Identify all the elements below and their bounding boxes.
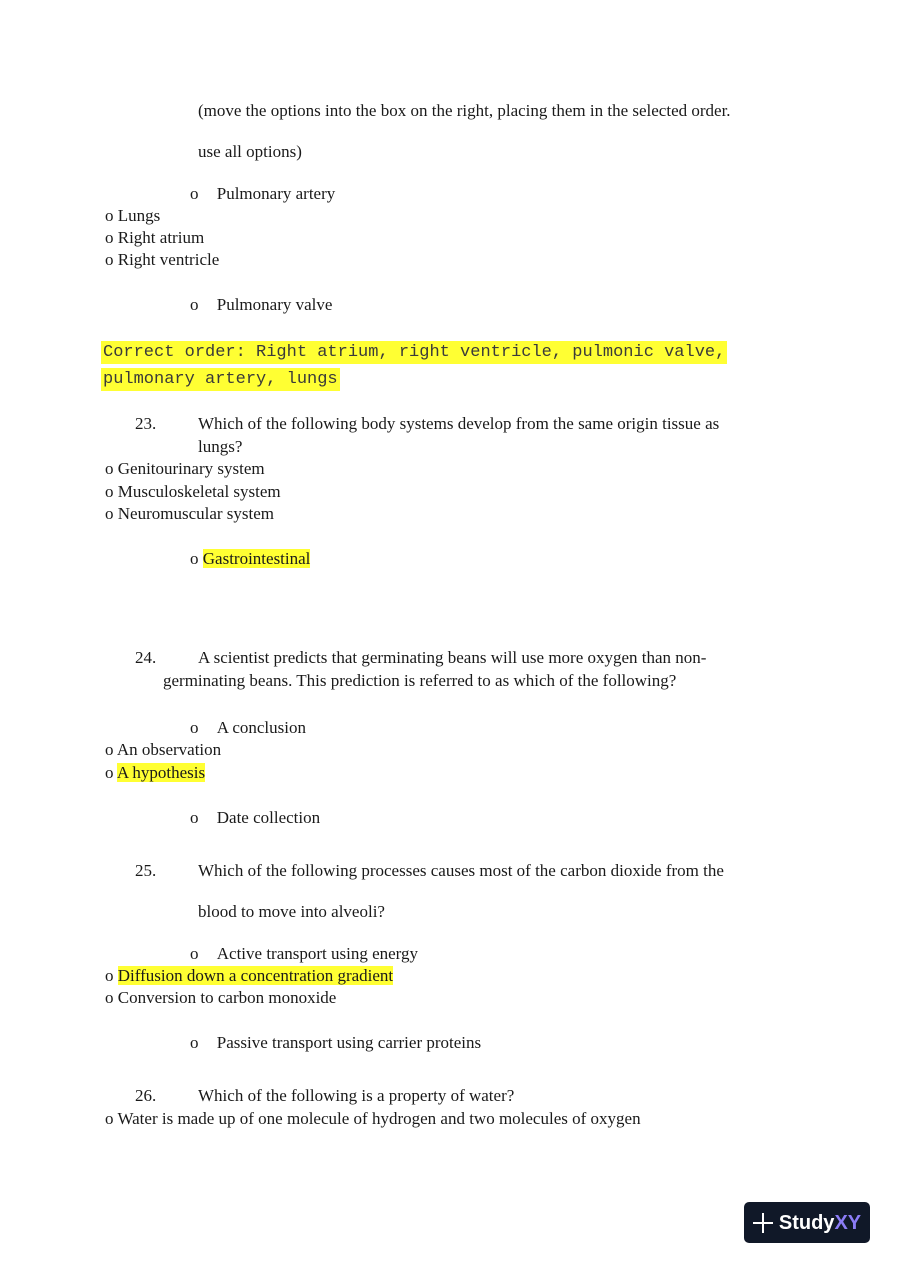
option-bullet: o	[190, 718, 199, 737]
option-text: Pulmonary artery	[216, 184, 336, 203]
option-bullet: o	[190, 944, 199, 963]
brand-name-accent: XY	[834, 1211, 862, 1234]
answer-line-1: Correct order: Right atrium, right ventricle, pulmonic valve,	[103, 343, 726, 362]
question-text-line-2: blood to move into alveoli?	[198, 902, 385, 921]
option-text: Active transport using energy	[216, 944, 419, 963]
question-number: 23.	[135, 414, 157, 433]
option-lungs[interactable]	[105, 205, 160, 227]
question-text-line-2: lungs?	[198, 437, 243, 456]
option-text: Neuromuscular system	[117, 504, 275, 523]
option-text: Pulmonary valve	[216, 295, 333, 314]
option-text-highlighted: A hypothesis	[116, 763, 206, 782]
option-genitourinary[interactable]	[105, 458, 265, 480]
question-number: 26.	[135, 1086, 157, 1105]
option-text: Conversion to carbon monoxide	[117, 988, 337, 1007]
question-text-line-1: Which of the following processes causes most of the carbon dioxide from the	[198, 861, 724, 880]
option-active-transport[interactable]	[190, 943, 418, 965]
option-text-highlighted: Gastrointestinal	[202, 549, 311, 568]
option-pulmonary-artery[interactable]	[190, 183, 335, 205]
option-text: Water is made up of one molecule of hydrogen and two molecules of oxygen	[117, 1109, 641, 1128]
option-text: An observation	[116, 740, 222, 759]
question-number: 24.	[135, 648, 157, 667]
question-text-line-1: Which of the following body systems develop from the same origin tissue as	[198, 414, 720, 433]
option-date-collection[interactable]	[190, 807, 320, 829]
option-bullet: o	[190, 549, 199, 568]
option-musculoskeletal[interactable]	[105, 481, 281, 503]
question-number: 25.	[135, 861, 157, 880]
correct-order-answer	[101, 342, 727, 391]
option-bullet: o	[105, 459, 114, 478]
option-bullet: o	[105, 482, 114, 501]
option-bullet: o	[105, 504, 114, 523]
option-text: Right atrium	[117, 228, 205, 247]
option-neuromuscular[interactable]	[105, 503, 274, 525]
option-text: Lungs	[117, 206, 161, 225]
option-text: Musculoskeletal system	[117, 482, 281, 501]
option-water-composition[interactable]	[105, 1108, 641, 1130]
option-diffusion[interactable]	[105, 965, 393, 987]
plus-icon	[753, 1213, 773, 1233]
option-gastrointestinal[interactable]	[190, 548, 310, 570]
brand-name-main: Study	[778, 1211, 835, 1234]
option-pulmonary-valve[interactable]	[190, 294, 332, 316]
option-text: A conclusion	[216, 718, 306, 737]
option-bullet: o	[190, 808, 199, 827]
instruction-line-2: use all options)	[198, 142, 302, 161]
option-observation[interactable]	[105, 739, 221, 761]
option-bullet: o	[105, 740, 114, 759]
option-bullet: o	[105, 1109, 114, 1128]
answer-line-2: pulmonary artery, lungs	[103, 370, 338, 389]
option-bullet: o	[190, 1033, 199, 1052]
option-bullet: o	[190, 295, 199, 314]
option-text: Genitourinary system	[117, 459, 265, 478]
instruction-line-1: (move the options into the box on the right, placing them in the selected order.	[198, 101, 731, 120]
question-text-line-2: germinating beans. This prediction is referred to as which of the following?	[163, 671, 677, 690]
option-bullet: o	[105, 206, 114, 225]
option-right-ventricle[interactable]	[105, 249, 219, 271]
option-passive-transport[interactable]	[190, 1032, 481, 1054]
option-hypothesis[interactable]	[105, 762, 205, 784]
option-conversion[interactable]	[105, 987, 336, 1009]
option-text: Date collection	[216, 808, 321, 827]
brand-name	[779, 1212, 861, 1234]
option-bullet: o	[105, 228, 114, 247]
option-bullet: o	[105, 763, 114, 782]
option-bullet: o	[190, 184, 199, 203]
option-right-atrium[interactable]	[105, 227, 204, 249]
option-bullet: o	[105, 966, 114, 985]
studyxy-logo[interactable]	[744, 1202, 870, 1243]
option-bullet: o	[105, 250, 114, 269]
option-text: Passive transport using carrier proteins	[216, 1033, 482, 1052]
option-bullet: o	[105, 988, 114, 1007]
question-text: Which of the following is a property of water?	[198, 1086, 515, 1105]
option-text: Right ventricle	[117, 250, 220, 269]
option-conclusion[interactable]	[190, 717, 306, 739]
option-text-highlighted: Diffusion down a concentration gradient	[117, 966, 394, 985]
question-text-line-1: A scientist predicts that germinating beans will use more oxygen than non-	[198, 648, 707, 667]
